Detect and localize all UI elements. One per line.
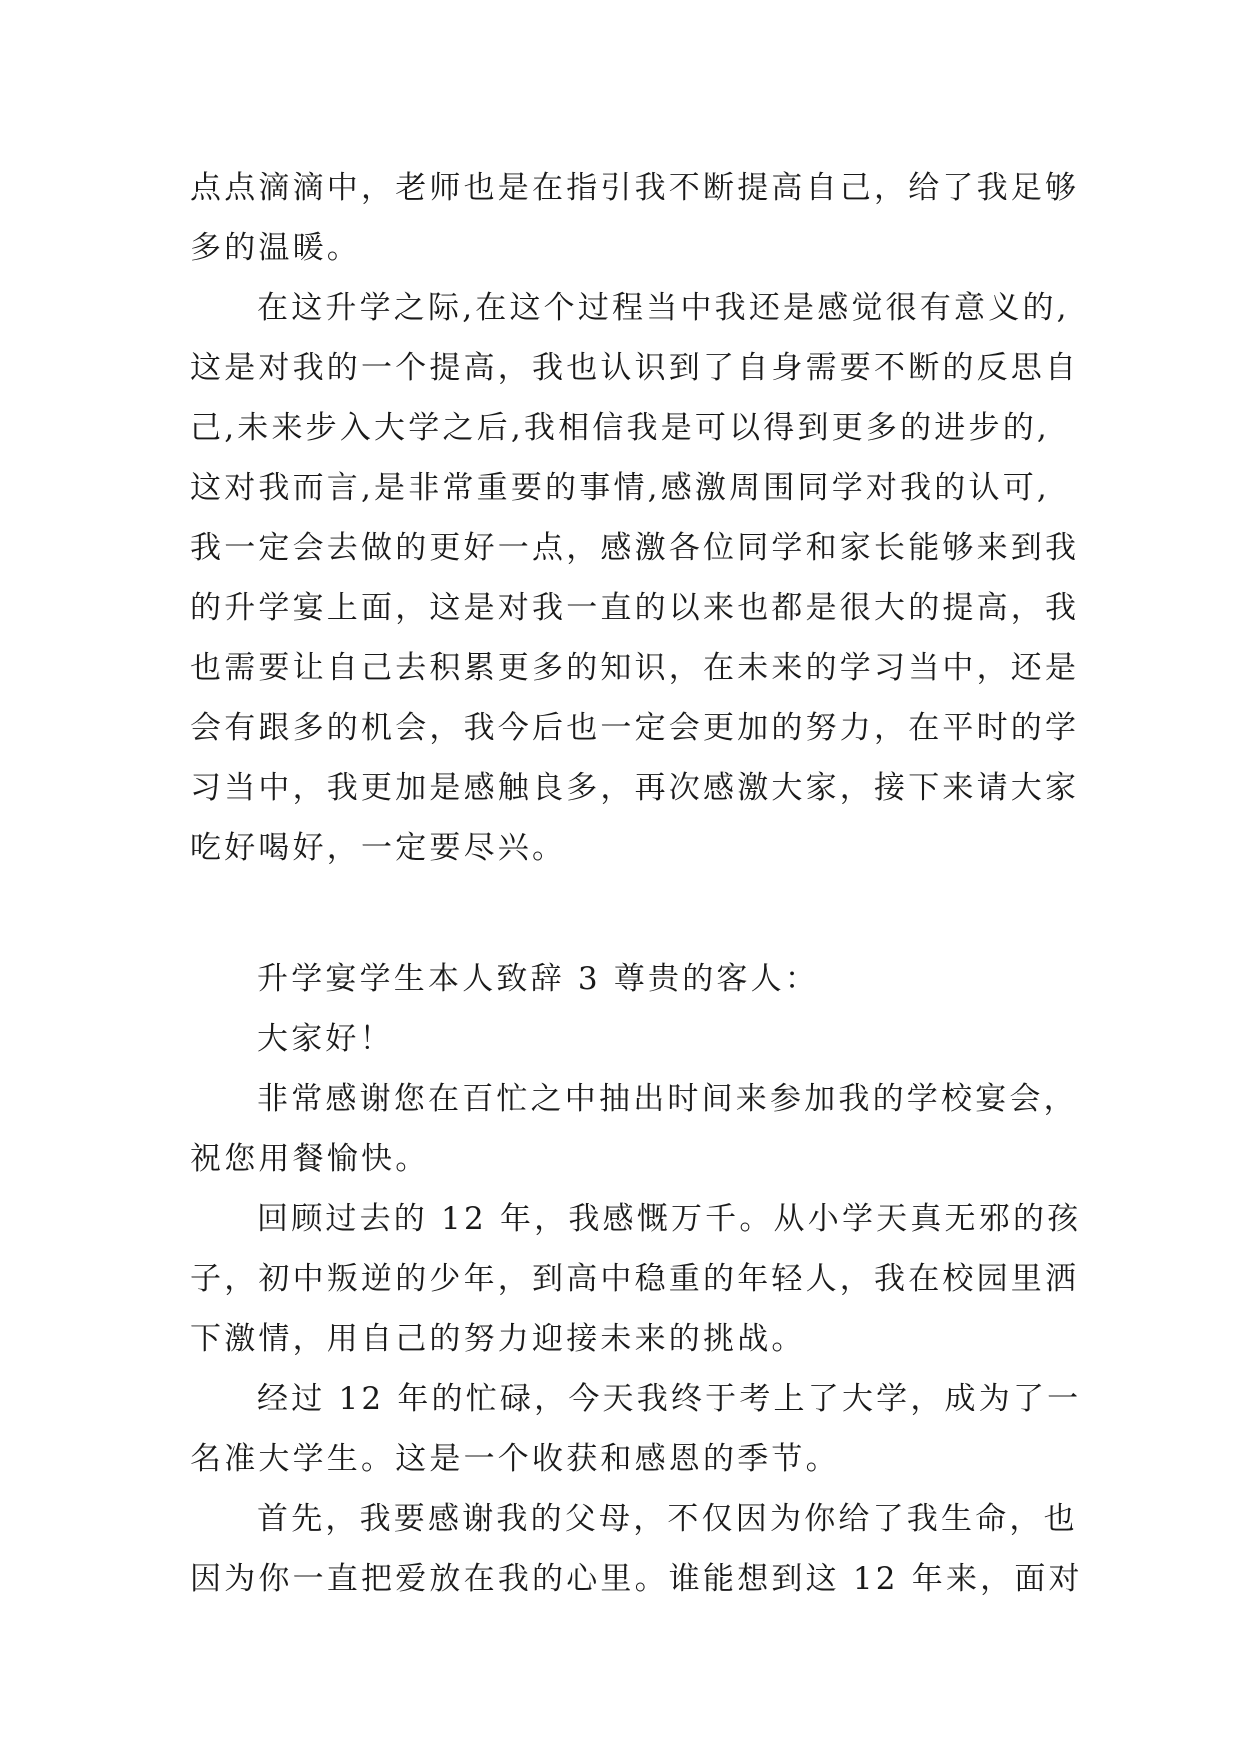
paragraph-line: 这对我而言,是非常重要的事情,感激周围同学对我的认可,	[190, 470, 1050, 506]
paragraph-line: 下激情，用自己的努力迎接未来的挑战。	[190, 1321, 806, 1357]
paragraph-line: 非常感谢您在百忙之中抽出时间来参加我的学校宴会，	[257, 1081, 1078, 1117]
paragraph-line: 的升学宴上面，这是对我一直的以来也都是很大的提高，我	[190, 590, 1080, 626]
section-heading: 升学宴学生本人致辞 3 尊贵的客人：	[257, 961, 820, 997]
paragraph-line: 会有跟多的机会，我今后也一定会更加的努力，在平时的学	[190, 710, 1080, 746]
paragraph-line: 己,未来步入大学之后,我相信我是可以得到更多的进步的,	[190, 410, 1050, 446]
paragraph-line: 吃好喝好，一定要尽兴。	[190, 830, 567, 866]
paragraph-line: 点点滴滴中，老师也是在指引我不断提高自己，给了我足够	[190, 170, 1080, 206]
paragraph-line: 在这升学之际,在这个过程当中我还是感觉很有意义的,	[257, 290, 1070, 326]
greeting-line: 大家好！	[257, 1021, 394, 1057]
paragraph-line: 也需要让自己去积累更多的知识，在未来的学习当中，还是	[190, 650, 1080, 686]
paragraph-line: 习当中，我更加是感触良多，再次感激大家，接下来请大家	[190, 770, 1080, 806]
paragraph-line: 名准大学生。这是一个收获和感恩的季节。	[190, 1441, 840, 1477]
paragraph-line: 多的温暖。	[190, 230, 361, 266]
paragraph-line: 祝您用餐愉快。	[190, 1141, 430, 1177]
paragraph-line: 子，初中叛逆的少年，到高中稳重的年轻人，我在校园里洒	[190, 1261, 1080, 1297]
paragraph-line: 回顾过去的 12 年，我感慨万千。从小学天真无邪的孩	[257, 1201, 1082, 1237]
paragraph-line: 这是对我的一个提高，我也认识到了自身需要不断的反思自	[190, 350, 1080, 386]
paragraph-line: 因为你一直把爱放在我的心里。谁能想到这 12 年来，面对	[190, 1561, 1083, 1597]
paragraph-line: 经过 12 年的忙碌，今天我终于考上了大学，成为了一	[257, 1381, 1082, 1417]
paragraph-line: 首先，我要感谢我的父母，不仅因为你给了我生命，也	[257, 1501, 1078, 1537]
paragraph-line: 我一定会去做的更好一点，感激各位同学和家长能够来到我	[190, 530, 1080, 566]
